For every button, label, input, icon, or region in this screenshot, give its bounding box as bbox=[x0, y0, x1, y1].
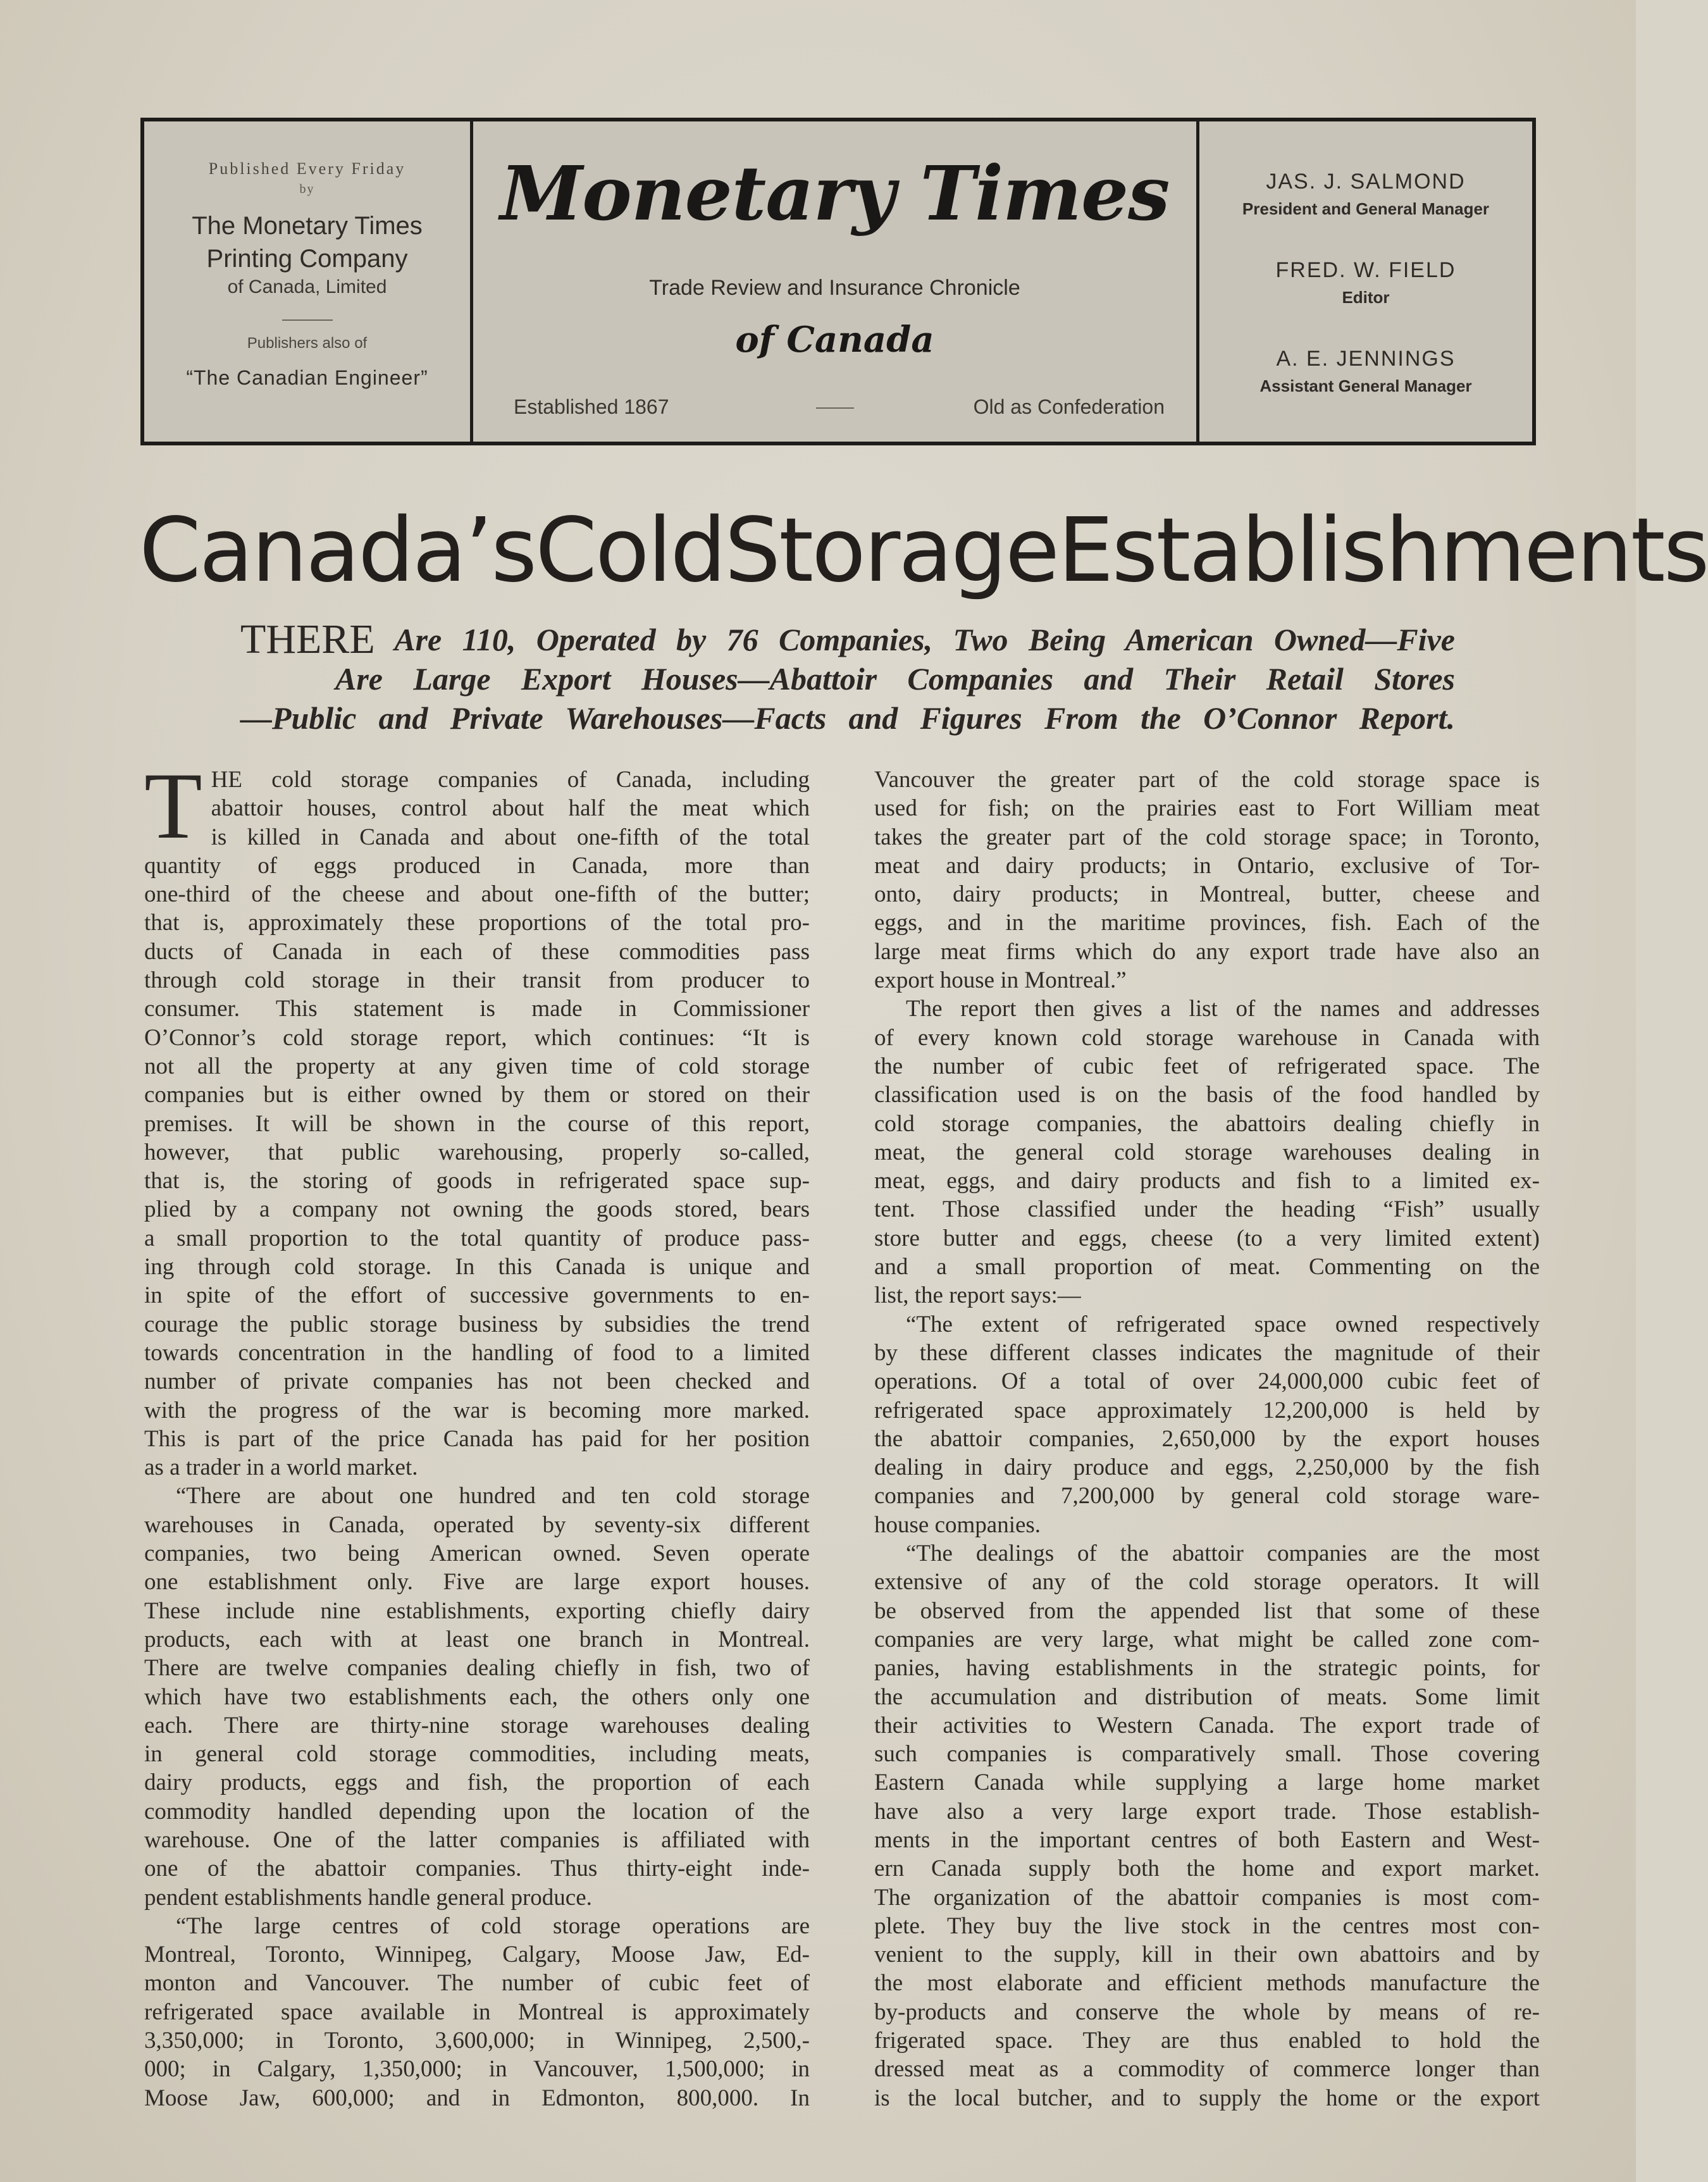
text-line: list, the report says:— bbox=[874, 1282, 1081, 1309]
text-line: is killed in Canada and about one-fifth of the total bbox=[211, 824, 810, 850]
text-line: This is part of the price Canada has paid for her position bbox=[144, 1425, 810, 1452]
text-line: products, each with at least one branch in Montreal. bbox=[144, 1626, 810, 1652]
staff-title-president: President and General Manager bbox=[1242, 199, 1490, 218]
text-line: The report then gives a list of the names and addresses bbox=[906, 996, 1540, 1022]
published-every-friday: Published Every Friday bbox=[208, 159, 406, 178]
text-line: frigerated space. They are thus enabled to hold the bbox=[874, 2028, 1540, 2054]
text-line: such companies is comparatively small. Those covering bbox=[874, 1741, 1540, 1768]
staff-title-editor: Editor bbox=[1342, 288, 1390, 307]
text-line: that is, approximately these proportions of the total pro- bbox=[144, 910, 810, 936]
publisher-subtitle: of Canada, Limited bbox=[227, 276, 387, 297]
text-line: refrigerated space available in Montreal is approximately bbox=[144, 1999, 810, 2025]
text-line: plete. They buy the live stock in the centres most con- bbox=[874, 1912, 1540, 1939]
paragraph-5 bbox=[874, 1310, 1540, 1539]
text-line: commodity handled depending upon the location of the bbox=[144, 1798, 810, 1825]
text-line: dairy products, eggs and fish, the proportion of each bbox=[144, 1770, 810, 1796]
text-line: ern Canada supply both the home and export market. bbox=[874, 1856, 1540, 1882]
headline-word: Storage bbox=[724, 499, 1058, 602]
text-line: one of the abattoir companies. Thus thirty-eight inde- bbox=[144, 1856, 810, 1882]
text-line: each. There are thirty-nine storage warehouses dealing bbox=[144, 1712, 810, 1739]
text-line: The organization of the abattoir companies is most com- bbox=[874, 1884, 1540, 1911]
old-as-confederation: Old as Confederation bbox=[973, 395, 1165, 418]
headline-word: Establishments bbox=[1058, 499, 1708, 602]
publisher-name-line2: Printing Company bbox=[206, 245, 408, 273]
text-line: takes the greater part of the cold storage space; in Toronto, bbox=[874, 824, 1540, 850]
text-line: classification used is on the basis of the food handled by bbox=[874, 1082, 1540, 1108]
text-line: the number of cubic feet of refrigerated space. The bbox=[874, 1053, 1540, 1079]
article-deck bbox=[240, 616, 1456, 738]
text-line: house companies. bbox=[874, 1511, 1041, 1538]
text-line: ducts of Canada in each of these commodities pass bbox=[144, 938, 810, 965]
publisher-name-line1: The Monetary Times bbox=[192, 212, 423, 240]
staff-name-editor: FRED. W. FIELD bbox=[1275, 258, 1456, 282]
paragraph-lines bbox=[144, 880, 810, 1482]
text-line: refrigerated space approximately 12,200,000 is held by bbox=[874, 1397, 1540, 1423]
text-line: These include nine establishments, exporting chiefly dairy bbox=[144, 1597, 810, 1624]
text-line: courage the public storage business by subsidies the trend bbox=[144, 1311, 810, 1337]
text-line: abattoir houses, control about half the meat which bbox=[211, 795, 810, 822]
text-line: 000; in Calgary, 1,350,000; in Vancouver, 1,500,000; in bbox=[144, 2056, 810, 2083]
deck-line-2: Are Large Export Houses—Abattoir Companies and Their Retail Stores bbox=[335, 661, 1455, 697]
text-line: “There are about one hundred and ten cold storage bbox=[176, 1483, 810, 1509]
publication-subtitle: Trade Review and Insurance Chronicle bbox=[649, 276, 1020, 300]
text-line: by-products and conserve the whole by means of re- bbox=[874, 1999, 1540, 2025]
text-line: warehouses in Canada, operated by seventy-six different bbox=[144, 1511, 810, 1538]
deck-line-1: THERE Are 110, Operated by 76 Companies, Two Being American Owned—Five bbox=[240, 616, 1456, 662]
text-line: operations. Of a total of over 24,000,000 cubic feet of bbox=[874, 1368, 1540, 1395]
paragraph-1 bbox=[144, 753, 810, 1482]
article-column-2 bbox=[874, 766, 1540, 2112]
text-line: tent. Those classified under the heading “Fish” usually bbox=[874, 1196, 1540, 1223]
text-line: in general cold storage commodities, including meats, bbox=[144, 1741, 810, 1768]
text-line: be observed from the appended list that some of these bbox=[874, 1597, 1540, 1624]
paragraph-3 bbox=[144, 1912, 810, 2112]
text-line: in spite of the effort of successive governments to en- bbox=[144, 1282, 810, 1309]
text-line: There are twelve companies dealing chiefly in fish, two of bbox=[144, 1655, 810, 1682]
text-line: Vancouver the greater part of the cold storage space is bbox=[874, 767, 1540, 793]
text-line: Moose Jaw, 600,000; and in Edmonton, 800,000. In bbox=[144, 2085, 810, 2111]
text-line: panies, having establishments in the strategic points, for bbox=[874, 1655, 1540, 1682]
text-line: companies, two being American owned. Seven operate bbox=[144, 1540, 810, 1567]
text-line: plied by a company not owning the goods stored, bears bbox=[144, 1196, 810, 1223]
text-line: HE cold storage companies of Canada, including bbox=[211, 767, 810, 793]
text-line: extensive of any of the cold storage operators. It will bbox=[874, 1569, 1540, 1596]
publishers-also-label: Publishers also of bbox=[247, 335, 368, 352]
text-line: the most elaborate and efficient methods manufacture the bbox=[874, 1970, 1540, 1997]
text-line: one establishment only. Five are large export houses. bbox=[144, 1569, 810, 1596]
text-line: and a small proportion of meat. Commenting on the bbox=[874, 1254, 1540, 1280]
text-line: “The large centres of cold storage operations are bbox=[176, 1912, 810, 1939]
by-label: by bbox=[299, 182, 315, 196]
text-line: a small proportion to the total quantity of produce pass- bbox=[144, 1225, 810, 1251]
text-line: with the progress of the war is becoming more marked. bbox=[144, 1397, 810, 1423]
text-line: warehouse. One of the latter companies is affiliated with bbox=[144, 1826, 810, 1853]
paragraph-lines bbox=[144, 753, 810, 880]
deck-line-3: —Public and Private Warehouses—Facts and Figures From the O’Connor Report. bbox=[240, 700, 1455, 736]
text-line: meat, eggs, and dairy products and fish to a limited ex- bbox=[874, 1168, 1540, 1194]
headline-word: Canada’s bbox=[139, 499, 536, 602]
text-line: “The extent of refrigerated space owned respectively bbox=[906, 1311, 1540, 1337]
article-headline bbox=[139, 493, 1708, 607]
paragraph-6 bbox=[874, 1539, 1540, 2112]
text-line: the abattoir companies, 2,650,000 by the export houses bbox=[874, 1425, 1540, 1452]
text-line: dealing in dairy produce and eggs, 2,250,000 by the fish bbox=[874, 1454, 1540, 1481]
text-line: of every known cold storage warehouse in Canada with bbox=[874, 1024, 1540, 1051]
text-line: their activities to Western Canada. The export trade of bbox=[874, 1712, 1540, 1739]
text-line: ing through cold storage. In this Canada is unique and bbox=[144, 1254, 810, 1280]
text-line: which have two establishments each, the others only one bbox=[144, 1683, 810, 1710]
text-line: 3,350,000; in Toronto, 3,600,000; in Winnipeg, 2,500,- bbox=[144, 2028, 810, 2054]
article-body bbox=[144, 753, 1540, 2119]
text-line: “The dealings of the abattoir companies are the most bbox=[906, 1540, 1540, 1567]
text-line: as a trader in a world market. bbox=[144, 1454, 418, 1481]
text-line: one-third of the cheese and about one-fifth of the butter; bbox=[144, 881, 810, 908]
text-line: store butter and eggs, cheese (to a very limited extent) bbox=[874, 1225, 1540, 1251]
text-line: through cold storage in their transit from producer to bbox=[144, 967, 810, 994]
text-line: by these different classes indicates the magnitude of their bbox=[874, 1339, 1540, 1366]
text-line: large meat firms which do any export trade have also an bbox=[874, 938, 1540, 965]
staff-title-assistant: Assistant General Manager bbox=[1259, 376, 1472, 395]
text-line: number of private companies has not been checked and bbox=[144, 1368, 810, 1395]
text-line: dressed meat as a commodity of commerce longer than bbox=[874, 2056, 1540, 2083]
text-line: pendent establishments handle general produce. bbox=[144, 1884, 592, 1911]
text-line: Montreal, Toronto, Winnipeg, Calgary, Moose Jaw, Ed- bbox=[144, 1942, 810, 1968]
text-line: O’Connor’s cold storage report, which continues: “It is bbox=[144, 1024, 810, 1051]
established-date: Established 1867 bbox=[514, 395, 669, 418]
text-line: onto, dairy products; in Montreal, butter, cheese and bbox=[874, 881, 1540, 908]
staff-name-president: JAS. J. SALMOND bbox=[1266, 170, 1466, 194]
publication-of-canada: of Canada bbox=[735, 319, 934, 361]
text-line: Eastern Canada while supplying a large home market bbox=[874, 1770, 1540, 1796]
masthead bbox=[140, 118, 1536, 445]
text-line: not all the property at any given time of cold storage bbox=[144, 1053, 810, 1079]
masthead-staff-panel bbox=[1199, 121, 1532, 442]
text-line: towards concentration in the handling of food to a limited bbox=[144, 1339, 810, 1366]
text-line: is the local butcher, and to supply the home or the export bbox=[874, 2085, 1540, 2111]
text-line: have also a very large export trade. Those establish- bbox=[874, 1798, 1540, 1825]
masthead-title-panel bbox=[473, 121, 1199, 442]
text-line: consumer. This statement is made in Commissioner bbox=[144, 996, 810, 1022]
text-line: companies and 7,200,000 by general cold storage ware- bbox=[874, 1483, 1540, 1509]
divider-rule bbox=[816, 407, 854, 409]
publication-title: Monetary Times bbox=[500, 149, 1170, 237]
drop-cap: T bbox=[144, 753, 202, 859]
text-line: venient to the supply, kill in their own abattoirs and by bbox=[874, 1942, 1540, 1968]
staff-name-assistant: A. E. JENNINGS bbox=[1276, 347, 1456, 371]
canadian-engineer-title: “The Canadian Engineer” bbox=[186, 366, 428, 389]
text-line: used for fish; on the prairies east to Fort William meat bbox=[874, 795, 1540, 822]
deck-lead-word: THERE bbox=[240, 616, 375, 662]
divider-rule bbox=[282, 319, 333, 321]
paragraph-4 bbox=[874, 995, 1540, 1310]
text-line: companies are very large, what might be called zone com- bbox=[874, 1626, 1540, 1652]
text-line: the accumulation and distribution of meats. Some limit bbox=[874, 1683, 1540, 1710]
text-line: companies but is either owned by them or stored on their bbox=[144, 1082, 810, 1108]
text-line: however, that public warehousing, properly so-called, bbox=[144, 1139, 810, 1165]
article-column-1 bbox=[144, 753, 810, 2112]
text-line: that is, the storing of goods in refrigerated space sup- bbox=[144, 1168, 810, 1194]
text-line: export house in Montreal.” bbox=[874, 967, 1127, 994]
text-line: quantity of eggs produced in Canada, more than bbox=[144, 852, 810, 879]
text-line: eggs, and in the maritime provinces, fish. Each of the bbox=[874, 910, 1540, 936]
masthead-publisher-panel bbox=[144, 121, 473, 442]
text-line: monton and Vancouver. The number of cubic feet of bbox=[144, 1970, 810, 1997]
headline-word: Cold bbox=[535, 499, 725, 602]
text-line: ments in the important centres of both Eastern and West- bbox=[874, 1826, 1540, 1853]
paragraph-2 bbox=[144, 1482, 810, 1911]
text-line: cold storage companies, the abattoirs dealing chiefly in bbox=[874, 1110, 1540, 1137]
paragraph-continued bbox=[874, 766, 1540, 995]
text-line: premises. It will be shown in the course of this report, bbox=[144, 1110, 810, 1137]
text-line: meat, the general cold storage warehouses dealing in bbox=[874, 1139, 1540, 1165]
text-line: meat and dairy products; in Ontario, exclusive of Tor- bbox=[874, 852, 1540, 879]
